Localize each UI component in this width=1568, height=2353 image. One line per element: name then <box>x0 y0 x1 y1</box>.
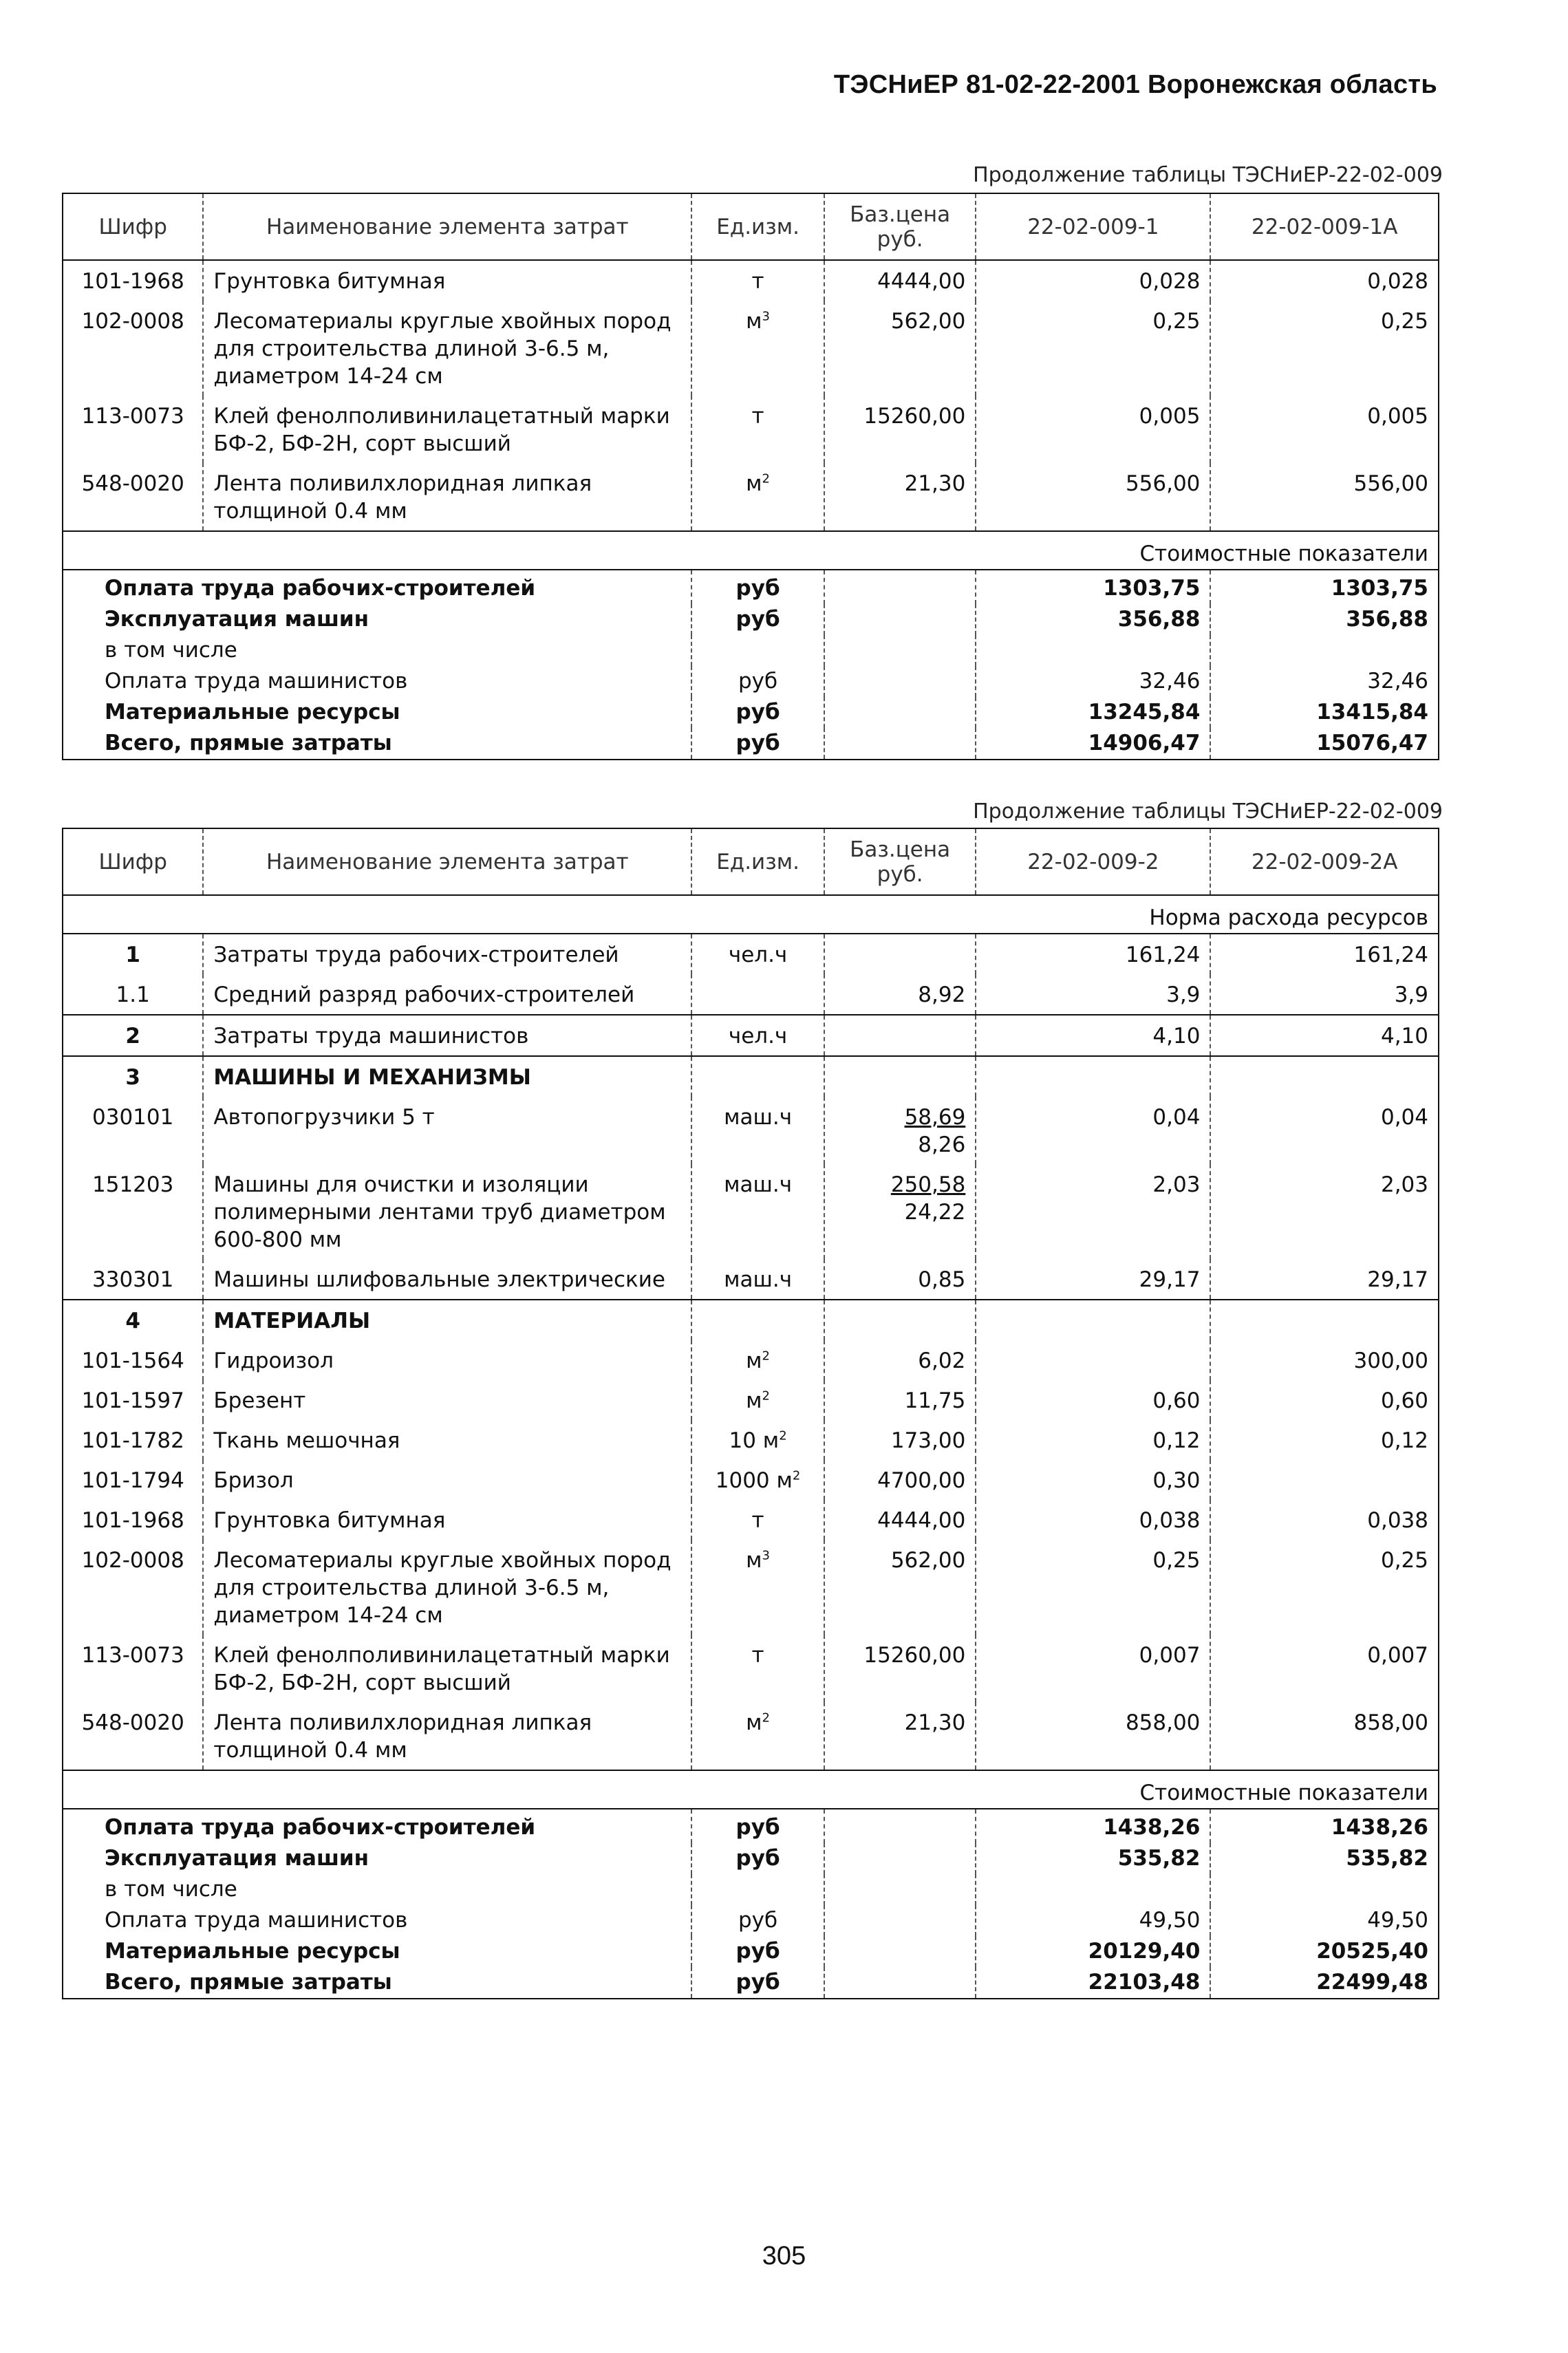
totals-price <box>824 1936 976 1967</box>
table-row <box>63 1460 1438 1500</box>
value-cell: 2,03 <box>976 1164 1210 1259</box>
unit-cell <box>691 1056 824 1097</box>
name-cell: Бризол <box>203 1460 691 1500</box>
totals-value: 1303,75 <box>1210 570 1438 604</box>
totals-price <box>824 1874 976 1905</box>
totals-price <box>824 728 976 759</box>
price-secondary-value: 8,26 <box>918 1132 966 1157</box>
totals-value: 22499,48 <box>1210 1967 1438 1998</box>
page-number: 305 <box>762 2242 806 2270</box>
totals-value: 15076,47 <box>1210 728 1438 759</box>
unit-text: м <box>746 471 762 496</box>
totals-value: 49,50 <box>976 1905 1210 1936</box>
totals-price <box>824 1809 976 1843</box>
unit-exponent: 2 <box>762 471 770 486</box>
unit-exponent: 2 <box>762 1388 770 1404</box>
totals-unit: руб <box>691 1967 824 1998</box>
totals-name: Материальные ресурсы <box>105 1939 400 1964</box>
unit-cell <box>691 1015 824 1056</box>
price-secondary-value: 24,22 <box>904 1200 966 1225</box>
table-row <box>63 260 1438 301</box>
price-cell: 11,75 <box>824 1380 976 1420</box>
name-cell: Лента поливилхлоридная липкая толщиной 0.4 мм <box>203 463 691 531</box>
totals-row <box>63 1905 1438 1936</box>
totals-row <box>63 728 1438 759</box>
totals-value <box>976 1874 1210 1905</box>
column-header: Наименование элемента затрат <box>203 829 691 895</box>
column-header: Наименование элемента затрат <box>203 194 691 260</box>
name-cell: Машины для очистки и изоляции полимерными лентами труб диаметром 600-800 мм <box>203 1164 691 1259</box>
unit-cell <box>691 1380 824 1420</box>
code-cell: 2 <box>63 1015 203 1056</box>
totals-value: 13415,84 <box>1210 697 1438 728</box>
totals-row <box>63 1967 1438 1998</box>
name-cell: Грунтовка битумная <box>203 1500 691 1540</box>
totals-price <box>824 1905 976 1936</box>
name-cell: Лента поливилхлоридная липкая толщиной 0.4 мм <box>203 1702 691 1770</box>
totals-row <box>63 1936 1438 1967</box>
value-cell: 3,9 <box>1210 974 1438 1015</box>
code-cell: 1.1 <box>116 982 150 1007</box>
value-cell <box>1210 1056 1438 1097</box>
value-cell: 29,17 <box>976 1259 1210 1300</box>
cost-indicators-label <box>63 531 1438 570</box>
totals-value: 1303,75 <box>976 570 1210 604</box>
unit-text: маш.ч <box>724 1105 793 1130</box>
unit-text: чел.ч <box>728 943 788 967</box>
code-cell: 101-1794 <box>81 1468 184 1493</box>
name-cell: Машины шлифовальные электрические <box>203 1259 691 1300</box>
unit-cell <box>691 934 824 974</box>
code-cell: 101-1597 <box>81 1388 184 1413</box>
price-cell: 4444,00 <box>824 260 976 301</box>
value-cell: 0,60 <box>976 1380 1210 1420</box>
code-cell: 113-0073 <box>81 1643 184 1668</box>
value-cell: 556,00 <box>1210 463 1438 531</box>
value-cell: 0,04 <box>1210 1097 1438 1164</box>
name-cell: Средний разряд рабочих-строителей <box>203 974 691 1015</box>
price-cell <box>824 1056 976 1097</box>
column-header: 22-02-009-2 <box>976 829 1210 895</box>
name-cell: Лесоматериалы круглые хвойных пород для строительства длиной 3-6.5 м, диаметром 14-24 см <box>203 301 691 396</box>
totals-unit: руб <box>691 1809 824 1843</box>
totals-value: 22103,48 <box>976 1967 1210 1998</box>
name-cell: Затраты труда машинистов <box>203 1015 691 1056</box>
price-cell: 562,00 <box>824 301 976 396</box>
unit-text: м <box>746 309 762 334</box>
value-cell: 0,005 <box>1210 396 1438 463</box>
table-row <box>63 1164 1438 1259</box>
code-cell: 101-1968 <box>81 269 184 294</box>
totals-price <box>824 604 976 635</box>
price-value: 58,69 <box>904 1105 966 1130</box>
unit-exponent: 2 <box>762 1349 770 1364</box>
unit-text: т <box>751 1508 764 1533</box>
price-cell: 21,30 <box>824 463 976 531</box>
value-cell <box>976 1056 1210 1097</box>
totals-row <box>63 666 1438 697</box>
totals-row <box>63 570 1438 604</box>
table-row <box>63 463 1438 531</box>
totals-unit: руб <box>691 666 824 697</box>
totals-row <box>63 1843 1438 1874</box>
value-cell: 858,00 <box>976 1702 1210 1770</box>
code-cell: 3 <box>63 1056 203 1097</box>
table-row <box>63 1702 1438 1770</box>
unit-cell <box>691 1164 824 1259</box>
section-label: Стоимостные показатели <box>63 531 1438 570</box>
totals-unit: руб <box>691 570 824 604</box>
column-header: Баз.цена руб. <box>824 829 976 895</box>
totals-value: 14906,47 <box>976 728 1210 759</box>
totals-row <box>63 1809 1438 1843</box>
price-value: 250,58 <box>890 1172 966 1197</box>
table-row <box>63 396 1438 463</box>
value-cell: 4,10 <box>1210 1015 1438 1056</box>
unit-cell <box>691 974 824 1015</box>
value-cell: 0,04 <box>976 1097 1210 1164</box>
table-row <box>63 1097 1438 1164</box>
name-cell: МАТЕРИАЛЫ <box>203 1300 691 1340</box>
unit-cell <box>691 1500 824 1540</box>
unit-exponent: 2 <box>762 1710 770 1726</box>
totals-unit <box>691 1874 824 1905</box>
name-cell: Автопогрузчики 5 т <box>203 1097 691 1164</box>
unit-cell <box>691 260 824 301</box>
totals-value: 32,46 <box>976 666 1210 697</box>
unit-text: 10 м <box>729 1428 780 1453</box>
table-row <box>63 1056 1438 1097</box>
value-cell: 556,00 <box>976 463 1210 531</box>
totals-unit <box>691 635 824 666</box>
table-header-row <box>63 194 1438 260</box>
value-cell: 0,005 <box>976 396 1210 463</box>
unit-cell <box>691 463 824 531</box>
totals-unit: руб <box>691 697 824 728</box>
page-title: ТЭСНиЕР 81-02-22-2001 Воронежская область <box>833 70 1437 99</box>
value-cell: 0,028 <box>976 260 1210 301</box>
totals-unit: руб <box>691 1843 824 1874</box>
totals-value <box>1210 1874 1438 1905</box>
totals-value: 20525,40 <box>1210 1936 1438 1967</box>
price-cell: 173,00 <box>824 1420 976 1460</box>
totals-name: Оплата труда рабочих-строителей <box>63 1809 691 1843</box>
column-header: Баз.цена руб. <box>824 194 976 260</box>
unit-exponent: 3 <box>762 309 770 324</box>
value-cell: 0,007 <box>976 1635 1210 1702</box>
value-cell: 0,25 <box>976 301 1210 396</box>
totals-name: Эксплуатация машин <box>105 1846 369 1871</box>
totals-price <box>824 697 976 728</box>
totals-price <box>824 1967 976 1998</box>
unit-cell <box>691 1420 824 1460</box>
unit-cell <box>691 301 824 396</box>
value-cell: 0,25 <box>976 1540 1210 1635</box>
unit-text: м <box>746 1349 762 1373</box>
value-cell <box>1210 1300 1438 1340</box>
totals-value: 1438,26 <box>976 1809 1210 1843</box>
totals-price <box>824 1843 976 1874</box>
resource-norm-label <box>63 895 1438 934</box>
totals-value: 32,46 <box>1210 666 1438 697</box>
table-row <box>63 1420 1438 1460</box>
unit-text: м <box>746 1710 762 1735</box>
code-cell: 101-1968 <box>81 1508 184 1533</box>
table-1-caption: Продолжение таблицы ТЭСНиЕР-22-02-009 <box>973 163 1443 187</box>
value-cell: 29,17 <box>1210 1259 1438 1300</box>
unit-text: маш.ч <box>724 1267 793 1292</box>
value-cell: 300,00 <box>1210 1340 1438 1380</box>
table-row <box>63 1380 1438 1420</box>
table-row <box>63 934 1438 974</box>
unit-text: т <box>751 404 764 429</box>
value-cell: 4,10 <box>976 1015 1210 1056</box>
unit-exponent: 2 <box>779 1428 787 1443</box>
code-cell: 330301 <box>92 1267 174 1292</box>
unit-cell <box>691 1460 824 1500</box>
price-cell <box>824 934 976 974</box>
name-cell: Гидроизол <box>203 1340 691 1380</box>
cost-table-2 <box>63 829 1438 1998</box>
code-cell: 101-1782 <box>81 1428 184 1453</box>
unit-text: т <box>751 269 764 294</box>
unit-exponent: 3 <box>762 1548 770 1563</box>
totals-value <box>1210 635 1438 666</box>
table-row <box>63 301 1438 396</box>
value-cell: 0,028 <box>1210 260 1438 301</box>
unit-text: 1000 м <box>715 1468 793 1493</box>
value-cell: 2,03 <box>1210 1164 1438 1259</box>
price-cell <box>824 1097 976 1164</box>
table-row <box>63 974 1438 1015</box>
name-cell: Клей фенолполивинилацетатный марки БФ-2, БФ-2Н, сорт высший <box>203 1635 691 1702</box>
code-cell: 113-0073 <box>81 404 184 429</box>
code-cell: 1 <box>63 934 203 974</box>
totals-value: 1438,26 <box>1210 1809 1438 1843</box>
value-cell: 858,00 <box>1210 1702 1438 1770</box>
value-cell: 3,9 <box>976 974 1210 1015</box>
totals-value: 356,88 <box>1210 604 1438 635</box>
value-cell <box>976 1300 1210 1340</box>
price-cell: 562,00 <box>824 1540 976 1635</box>
value-cell: 161,24 <box>976 934 1210 974</box>
totals-unit: руб <box>691 728 824 759</box>
table-row <box>63 1340 1438 1380</box>
unit-cell <box>691 396 824 463</box>
code-cell: 548-0020 <box>81 471 184 496</box>
code-cell: 102-0008 <box>81 309 184 334</box>
totals-name: в том числе <box>105 638 237 663</box>
price-cell: 21,30 <box>824 1702 976 1770</box>
table-row <box>63 1015 1438 1056</box>
totals-unit: руб <box>691 1936 824 1967</box>
table-row <box>63 1635 1438 1702</box>
totals-value: 20129,40 <box>976 1936 1210 1967</box>
name-cell: МАШИНЫ И МЕХАНИЗМЫ <box>203 1056 691 1097</box>
price-cell <box>824 1015 976 1056</box>
value-cell: 0,30 <box>976 1460 1210 1500</box>
totals-value: 535,82 <box>1210 1843 1438 1874</box>
value-cell: 0,038 <box>1210 1500 1438 1540</box>
value-cell: 0,12 <box>976 1420 1210 1460</box>
cost-table-1 <box>63 194 1438 759</box>
unit-cell <box>691 1635 824 1702</box>
unit-text: маш.ч <box>724 1172 793 1197</box>
price-cell <box>824 1300 976 1340</box>
unit-cell <box>691 1702 824 1770</box>
totals-price <box>824 666 976 697</box>
totals-value: 13245,84 <box>976 697 1210 728</box>
unit-cell <box>691 1340 824 1380</box>
price-cell: 4444,00 <box>824 1500 976 1540</box>
column-header: 22-02-009-1 <box>976 194 1210 260</box>
unit-cell <box>691 1540 824 1635</box>
totals-price <box>824 570 976 604</box>
cost-indicators-label <box>63 1770 1438 1809</box>
unit-text: т <box>751 1643 764 1668</box>
table-row <box>63 1300 1438 1340</box>
totals-name: Всего, прямые затраты <box>105 731 392 755</box>
code-cell: 102-0008 <box>81 1548 184 1573</box>
name-cell: Ткань мешочная <box>203 1420 691 1460</box>
column-header: Шифр <box>63 829 203 895</box>
value-cell <box>976 1340 1210 1380</box>
code-cell: 101-1564 <box>81 1349 184 1373</box>
code-cell: 4 <box>63 1300 203 1340</box>
totals-unit: руб <box>691 1905 824 1936</box>
totals-row <box>63 697 1438 728</box>
value-cell: 0,25 <box>1210 301 1438 396</box>
totals-name: Оплата труда рабочих-строителей <box>63 570 691 604</box>
table-header-row <box>63 829 1438 895</box>
price-cell: 6,02 <box>824 1340 976 1380</box>
code-cell: 151203 <box>92 1172 174 1197</box>
totals-row <box>63 604 1438 635</box>
name-cell: Грунтовка битумная <box>203 260 691 301</box>
totals-name: Оплата труда машинистов <box>105 1908 408 1933</box>
unit-cell <box>691 1300 824 1340</box>
price-cell: 15260,00 <box>824 396 976 463</box>
unit-text: м <box>746 1548 762 1573</box>
price-cell <box>824 1164 976 1259</box>
totals-value: 49,50 <box>1210 1905 1438 1936</box>
totals-row <box>63 635 1438 666</box>
code-cell: 030101 <box>92 1105 174 1130</box>
unit-cell <box>691 1097 824 1164</box>
totals-row <box>63 1874 1438 1905</box>
table-2-caption: Продолжение таблицы ТЭСНиЕР-22-02-009 <box>973 799 1443 824</box>
totals-price <box>824 635 976 666</box>
price-cell: 4700,00 <box>824 1460 976 1500</box>
unit-text: чел.ч <box>728 1024 788 1049</box>
unit-cell <box>691 1259 824 1300</box>
table-row <box>63 1500 1438 1540</box>
name-cell: Затраты труда рабочих-строителей <box>203 934 691 974</box>
unit-exponent: 2 <box>792 1468 801 1483</box>
value-cell <box>1210 1460 1438 1500</box>
name-cell: Клей фенолполивинилацетатный марки БФ-2, БФ-2Н, сорт высший <box>203 396 691 463</box>
column-header: Шифр <box>63 194 203 260</box>
table-row <box>63 1259 1438 1300</box>
value-cell: 161,24 <box>1210 934 1438 974</box>
totals-name: Всего, прямые затраты <box>105 1970 392 1995</box>
value-cell: 0,038 <box>976 1500 1210 1540</box>
section-label: Стоимостные показатели <box>63 1770 1438 1809</box>
column-header: Ед.изм. <box>691 194 824 260</box>
totals-name: Эксплуатация машин <box>105 607 369 632</box>
totals-name: Оплата труда машинистов <box>105 669 408 694</box>
name-cell: Брезент <box>203 1380 691 1420</box>
totals-name: Материальные ресурсы <box>105 700 400 724</box>
totals-value: 535,82 <box>976 1843 1210 1874</box>
totals-name: в том числе <box>105 1877 237 1902</box>
column-header: Ед.изм. <box>691 829 824 895</box>
column-header: 22-02-009-1А <box>1210 194 1438 260</box>
section-label: Норма расхода ресурсов <box>63 895 1438 934</box>
price-cell: 8,92 <box>824 974 976 1015</box>
totals-value: 356,88 <box>976 604 1210 635</box>
name-cell: Лесоматериалы круглые хвойных пород для строительства длиной 3-6.5 м, диаметром 14-24 см <box>203 1540 691 1635</box>
column-header: 22-02-009-2А <box>1210 829 1438 895</box>
totals-value <box>976 635 1210 666</box>
price-cell: 0,85 <box>824 1259 976 1300</box>
value-cell: 0,25 <box>1210 1540 1438 1635</box>
table-row <box>63 1540 1438 1635</box>
totals-unit: руб <box>691 604 824 635</box>
unit-text: м <box>746 1388 762 1413</box>
price-cell: 15260,00 <box>824 1635 976 1702</box>
value-cell: 0,007 <box>1210 1635 1438 1702</box>
code-cell: 548-0020 <box>81 1710 184 1735</box>
value-cell: 0,12 <box>1210 1420 1438 1460</box>
value-cell: 0,60 <box>1210 1380 1438 1420</box>
